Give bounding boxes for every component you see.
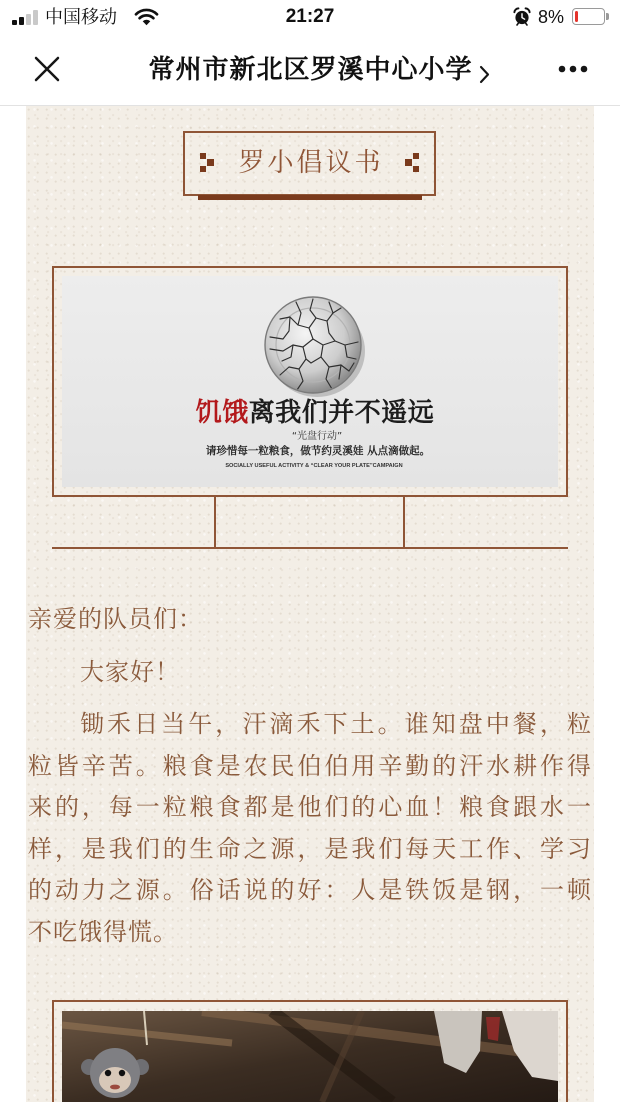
- section-heading-box: [183, 131, 436, 196]
- signal-bars-icon: [12, 9, 40, 25]
- status-bar: [0, 0, 620, 34]
- close-button[interactable]: [30, 52, 64, 86]
- section-heading-underline: [198, 195, 422, 200]
- nav-bar: [0, 34, 620, 106]
- wifi-icon: [134, 7, 159, 26]
- signal-bar: [33, 10, 38, 25]
- paragraph-line: 不吃饿得慌。: [28, 917, 178, 946]
- paragraph-line: 锄禾日当午，汗滴禾下土。谁知盘中餐，粒: [80, 710, 592, 738]
- article-photo[interactable]: [62, 1011, 558, 1102]
- poster-slogan: “光盘行动”: [291, 431, 343, 442]
- more-icon: [552, 54, 594, 84]
- poster-headline: [62, 398, 558, 428]
- article-body[interactable]: [26, 106, 594, 1102]
- carrier-name: 中国移动: [45, 7, 117, 27]
- signal-bar: [19, 17, 24, 25]
- battery-percent: 8%: [538, 7, 565, 27]
- close-icon: [30, 52, 64, 86]
- battery-level-fill: [575, 11, 578, 22]
- battery-icon: [572, 8, 605, 25]
- clock-time: 21:27: [285, 6, 335, 27]
- cracked-plate-icon: [261, 293, 365, 397]
- chevron-right-icon: [479, 60, 490, 79]
- photo-image: [62, 1011, 558, 1102]
- frame-base-line: [52, 547, 568, 549]
- body-paragraph: [28, 704, 592, 953]
- poster-english-caption: SOCIALLY USEFUL ACTIVITY & “CLEAR YOUR PLATE”CAMPAIGN: [225, 463, 403, 469]
- poster-headline-highlight: 饥饿: [195, 398, 249, 428]
- frame-connector-line: [214, 497, 216, 549]
- nav-title: 常州市新北区罗溪中心小学: [148, 54, 473, 84]
- salutation-line: 大家好！: [80, 657, 180, 686]
- poster-subtitle: 请珍惜每一粒粮食，做节约灵溪娃 从点滴做起。: [205, 445, 431, 457]
- signal-bar: [26, 14, 31, 25]
- section-heading: 罗小倡议书: [238, 148, 384, 178]
- alarm-clock-icon: [513, 7, 531, 26]
- poster-image[interactable]: [62, 276, 558, 487]
- battery-terminal: [606, 13, 609, 20]
- frame-connector-line: [403, 497, 405, 549]
- greeting-line: 亲爱的队员们：: [28, 605, 203, 633]
- paragraph-line: 的动力之源。俗话说的好：人是铁饭是钢，一顿: [28, 876, 592, 904]
- more-button[interactable]: [552, 54, 594, 84]
- paragraph-line: 样，是我们的生命之源，是我们每天工作、学习: [28, 834, 592, 863]
- account-title-link[interactable]: [99, 49, 539, 89]
- pixel-ornament-icon: [401, 152, 420, 173]
- paragraph-line: 粒皆辛苦。粮食是农民伯伯用辛勤的汗水耕作得: [28, 751, 592, 780]
- poster-headline-rest: 离我们并不遥远: [248, 398, 435, 428]
- signal-bar: [12, 20, 17, 25]
- paragraph-line: 来的，每一粒粮食都是他们的心血！粮食跟水一: [28, 793, 592, 821]
